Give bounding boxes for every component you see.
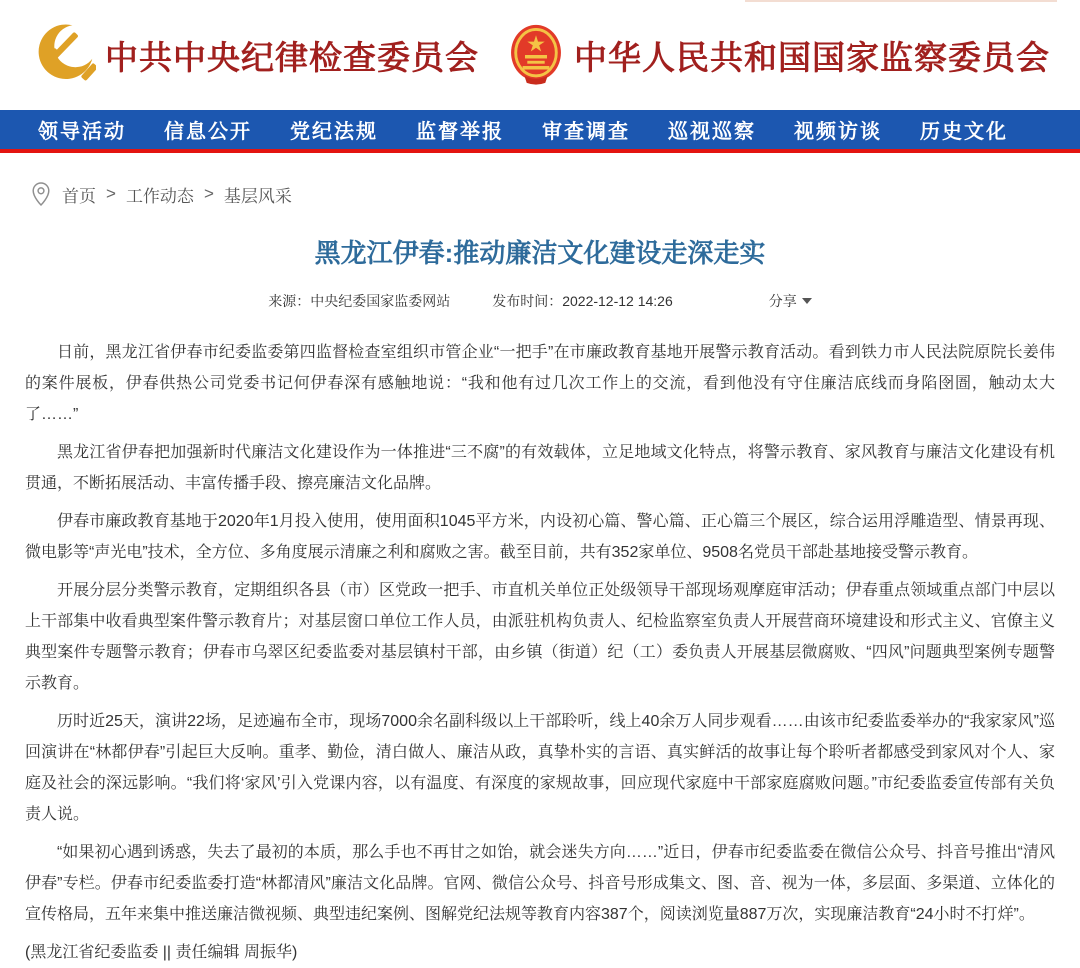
paragraph-6: “如果初心遇到诱惑，失去了最初的本质，那么手也不再甘之如饴，就会迷失方向……”近日，伊春市纪委监委在微信公众号、抖音号推出“清风伊春”专栏。伊春市纪委监委打造“林都清风”廉洁文化品牌。官网、微信公众号、抖音号形成集文、图、音、视为一体，多层面、多渠道、立体化的宣传格局，五年来集中推送廉洁微视频、典型违纪案例、图解党纪法规等教育内容387个，阅读浏览量887万次，实现廉洁教育“24小时不打烊”。 [25, 844, 1055, 923]
caret-down-icon [802, 298, 812, 304]
breadcrumb-separator: > [106, 184, 116, 203]
article-body [0, 311, 1080, 968]
nsc-home-link[interactable] [507, 22, 1050, 88]
paragraph-3: 伊春市廉政教育基地于2020年1月投入使用，使用面积1045平方米，内设初心篇、警心篇、正心篇三个展区，综合运用浮雕造型、情景再现、微电影等“声光电”技术，全方位、多角度展示清廉之利和腐败之害。截至目前，共有352家单位、9508名党员干部赴基地接受警示教育。 [25, 513, 1055, 561]
publish-time-label: 发布时间： [492, 293, 563, 309]
article-page [0, 237, 1080, 968]
article-meta [0, 291, 1080, 311]
paragraph-1: 日前，黑龙江省伊春市纪委监委第四监督检查室组织市管企业“一把手”在市廉政教育基地开展警示教育活动。看到铁力市人民法院原院长姜伟的案件展板，伊春供热公司党委书记何伊春深有感触地说：“我和他有过几次工作上的交流，看到他没有守住廉洁底线而身陷囹圄，触动太大了……” [25, 344, 1055, 423]
nav-item-review-investigation[interactable]: 审查调查 [542, 121, 630, 143]
editor-note: (黑龙江省纪委监委 || 责任编辑 周振华) [25, 944, 298, 961]
party-emblem-icon [34, 21, 96, 89]
ccdi-home-link[interactable] [34, 21, 479, 89]
nav-item-party-discipline-regulations[interactable]: 党纪法规 [290, 121, 378, 143]
ccdi-title: 中共中央纪律检查委员会 [105, 38, 479, 76]
top-edge-line [745, 0, 1057, 2]
location-pin-icon [30, 181, 52, 207]
paragraph-4: 开展分层分类警示教育，定期组织各县（市）区党政一把手、市直机关单位正处级领导干部现场观摩庭审活动；伊春重点领域重点部门中层以上干部集中收看典型案件警示教育片；对基层窗口单位工作人员，由派驻机构负责人、纪检监察室负责人开展营商环境建设和形式主义、官僚主义典型案件专题警示教育；伊春市乌翠区纪委监委对基层镇村干部，由乡镇（街道）纪（工）委负责人开展基层微腐败、“四风”问题典型案例专题警示教育。 [25, 582, 1055, 692]
nsc-title: 中华人民共和国国家监察委员会 [574, 38, 1050, 76]
site-header [0, 0, 1080, 110]
paragraph-5: 历时近25天，演讲22场，足迹遍布全市，现场7000余名副科级以上干部聆听，线上40余万人同步观看……由该市纪委监委举办的“我家家风”巡回演讲在“林都伊春”引起巨大反响。重孝、勤俭，清白做人、廉洁从政，真挚朴实的言语、真实鲜活的故事让每个聆听者都感受到家风对个人、家庭及社会的深远影响。“我们将‘家风’引入党课内容，以有温度、有深度的家规故事，回应现代家庭中干部家庭腐败问题。”市纪委监委宣传部有关负责人说。 [25, 713, 1055, 823]
national-emblem-icon [507, 22, 565, 88]
breadcrumb [30, 181, 1080, 207]
paragraph-2: 黑龙江省伊春把加强新时代廉洁文化建设作为一体推进“三不腐”的有效载体，立足地域文化特点，将警示教育、家风教育与廉洁文化建设有机贯通，不断拓展活动、丰富传播手段、擦亮廉洁文化品牌。 [25, 444, 1055, 492]
breadcrumb-home[interactable]: 首页 [62, 186, 96, 206]
nav-item-history-culture[interactable]: 历史文化 [920, 121, 1008, 143]
source-value: 中央纪委国家监委网站 [310, 293, 451, 309]
nav-item-leadership-activities[interactable]: 领导活动 [38, 121, 126, 143]
nav-item-supervision-reporting[interactable]: 监督举报 [416, 121, 504, 143]
breadcrumb-work-dynamics[interactable]: 工作动态 [125, 186, 194, 206]
main-nav [0, 110, 1080, 153]
breadcrumb-separator: > [203, 184, 214, 203]
share-label: 分享 [768, 293, 797, 309]
breadcrumb-grassroots: 基层风采 [223, 186, 292, 206]
share-button[interactable] [769, 291, 812, 311]
article-title: 黑龙江伊春:推动廉洁文化建设走深走实 [314, 238, 766, 268]
nav-item-information-disclosure[interactable]: 信息公开 [164, 121, 252, 143]
source-label: 来源： [268, 293, 311, 309]
publish-time-value: 2022-12-12 14:26 [562, 293, 673, 309]
nav-item-video-interviews[interactable]: 视频访谈 [794, 121, 882, 143]
nav-item-inspection-patrol[interactable]: 巡视巡察 [668, 121, 756, 143]
